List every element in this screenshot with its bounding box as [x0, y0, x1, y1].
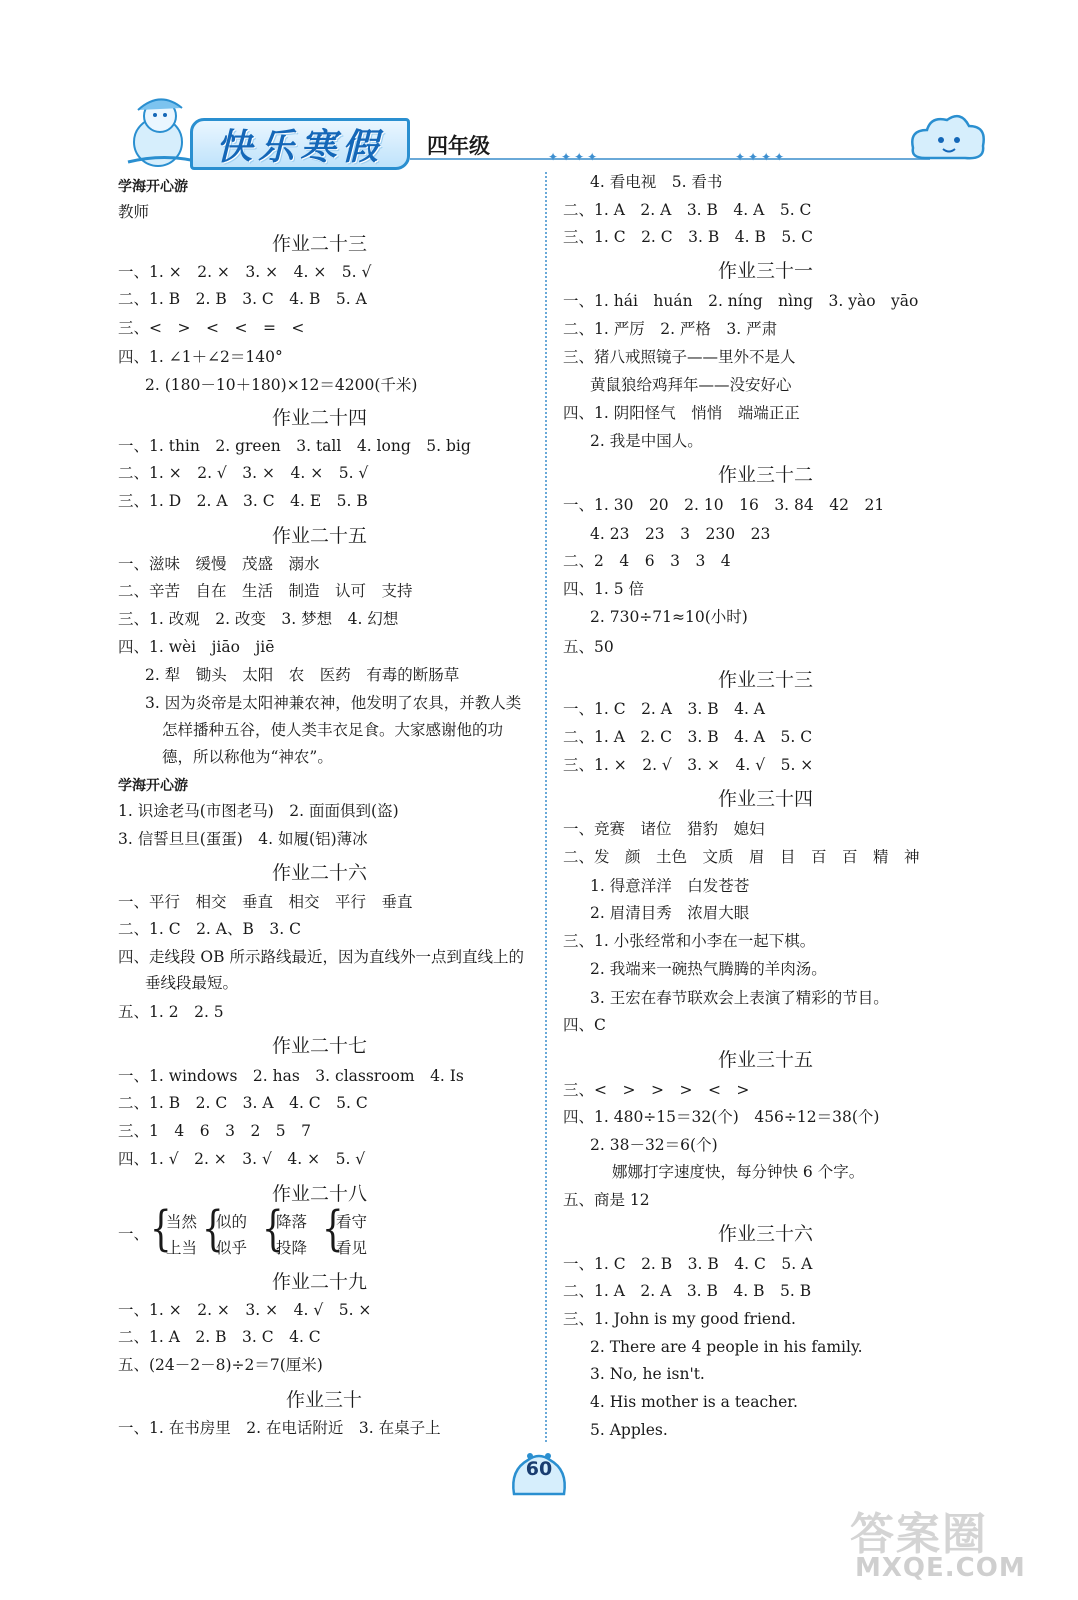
hw29-line: 五、(24－2－8)÷2＝7(厘米) [118, 1356, 323, 1374]
hw36-line: 一、1. C 2. B 3. B 4. C 5. A [563, 1255, 813, 1273]
header-rule [410, 158, 930, 160]
hw34-line: 3. 王宏在春节联欢会上表演了精彩的节目。 [590, 989, 889, 1007]
hw28-prefix: 一、 [118, 1225, 150, 1243]
hw25-line: 一、滋味 缓慢 茂盛 溺水 [118, 555, 320, 573]
hw26-title: 作业二十六 [272, 862, 368, 884]
hw31-line: 2. 我是中国人。 [590, 432, 703, 450]
hw31-line: 一、1. hái huán 2. níng nìng 3. yào yāo [563, 292, 919, 310]
brand-title-box [190, 118, 410, 170]
grade-label: 四年级 [427, 134, 490, 158]
hw25-line: 四、1. wèi jiāo jiē [118, 638, 275, 656]
hw28-title: 作业二十八 [272, 1183, 368, 1205]
brace-icon: { [262, 1201, 284, 1257]
hw34-line: 三、1. 小张经常和小李在一起下棋。 [563, 932, 816, 950]
hw29-title: 作业二十九 [272, 1271, 368, 1293]
hw25-line: 二、辛苦 自在 生活 制造 认可 支持 [118, 582, 413, 600]
hw28-pair-top: 看守 [336, 1213, 368, 1231]
hw25-title: 作业二十五 [272, 525, 368, 547]
hw25-line: 2. 犁 锄头 太阳 农 医药 有毒的断肠草 [145, 666, 460, 684]
hw34-line: 2. 眉清目秀 浓眉大眼 [590, 904, 750, 922]
hw34-line: 2. 我端来一碗热气腾腾的羊肉汤。 [590, 960, 827, 978]
hw31-line: 黄鼠狼给鸡拜年——没安好心 [590, 376, 792, 394]
page-header [0, 0, 1078, 180]
hw23-line: 2. (180－10＋180)×12＝4200(千米) [145, 376, 418, 394]
hw30-line: 一、1. 在书房里 2. 在电话附近 3. 在桌子上 [118, 1419, 441, 1437]
hw36-line: 5. Apples. [590, 1421, 668, 1439]
watermark-url: MXQE.COM [855, 1553, 1026, 1583]
hw31-line: 二、1. 严厉 2. 严格 3. 严肃 [563, 320, 778, 338]
hw32-line: 4. 23 23 3 230 23 [590, 525, 771, 543]
hw24-line: 一、1. thin 2. green 3. tall 4. long 5. big [118, 437, 471, 455]
hw30-cont-line: 三、1. C 2. C 3. B 4. B 5. C [563, 228, 813, 246]
hw28-pair-bottom: 看见 [336, 1239, 368, 1257]
hw31-line: 四、1. 阴阳怪气 悄悄 端端正正 [563, 404, 800, 422]
hw33-line: 三、1. × 2. √ 3. × 4. √ 5. × [563, 756, 814, 774]
hw35-line: 四、1. 480÷15＝32(个) 456÷12＝38(个) [563, 1108, 880, 1126]
hw36-line: 二、1. A 2. A 3. B 4. B 5. B [563, 1282, 812, 1300]
hw26-line: 四、走线段 OB 所示路线最近，因为直线外一点到直线上的 [118, 948, 524, 966]
hw28-pair-top: 似的 [216, 1213, 248, 1231]
hw30-title: 作业三十 [286, 1389, 363, 1411]
hw36-line: 2. There are 4 people in his family. [590, 1338, 863, 1356]
hw25-line: 怎样播种五谷，使人类丰衣足食。大家感谢他的功 [162, 721, 504, 739]
hw28-pair-bottom: 上当 [166, 1239, 198, 1257]
hw26-line: 五、1. 2 2. 5 [118, 1003, 224, 1021]
hw27-line: 四、1. √ 2. × 3. √ 4. × 5. √ [118, 1150, 366, 1168]
hw33-title: 作业三十三 [718, 669, 814, 691]
hw25-line: 3. 因为炎帝是太阳神兼农神，他发明了农具，并教人类 [145, 694, 522, 712]
header-stars-right: ✦✦✦✦ [735, 150, 788, 164]
hw28-pair-bottom: 投降 [276, 1239, 308, 1257]
hw23-line: 四、1. ∠1＋∠2＝140° [118, 348, 283, 366]
hw35-line: 五、商是 12 [563, 1191, 650, 1209]
hw35-line: 2. 38－32＝6(个) [590, 1136, 718, 1154]
hw27-line: 三、1 4 6 3 2 5 7 [118, 1122, 312, 1140]
intro-subtitle: 学海开心游 [118, 179, 188, 195]
hw32-line: 四、1. 5 倍 [563, 580, 645, 598]
hw31-line: 三、猪八戒照镜子——里外不是人 [563, 348, 796, 366]
watermark-logo: 答案圈 [850, 1509, 988, 1560]
hw23-line: 二、1. B 2. B 3. C 4. B 5. A [118, 290, 367, 308]
hw26-line: 二、1. C 2. A、B 3. C [118, 920, 301, 938]
hw35-line: 娜娜打字速度快，每分钟快 6 个字。 [612, 1163, 865, 1181]
hw34-line: 四、C [563, 1016, 606, 1034]
hw23-line: 三、< > < < = < [118, 319, 305, 337]
hw27-line: 一、1. windows 2. has 3. classroom 4. Is [118, 1067, 464, 1085]
hw34-line: 1. 得意洋洋 白发苍苍 [590, 877, 750, 895]
hw24-line: 二、1. × 2. √ 3. × 4. × 5. √ [118, 464, 369, 482]
hw25-line: 三、1. 改观 2. 改变 3. 梦想 4. 幻想 [118, 610, 399, 628]
hw31-title: 作业三十一 [718, 260, 814, 282]
hw33-line: 一、1. C 2. A 3. B 4. A [563, 700, 765, 718]
hw26-line: 垂线段最短。 [145, 974, 239, 992]
hw36-line: 4. His mother is a teacher. [590, 1393, 798, 1411]
hw32-line: 2. 730÷71≈10(小时) [590, 608, 748, 626]
fun-subtitle: 学海开心游 [118, 778, 188, 794]
hw23-line: 一、1. × 2. × 3. × 4. × 5. √ [118, 263, 372, 281]
brace-icon: { [202, 1201, 224, 1257]
page-number: 60 [525, 1458, 553, 1480]
hw27-line: 二、1. B 2. C 3. A 4. C 5. C [118, 1094, 368, 1112]
hw32-line: 五、50 [563, 638, 614, 656]
hw30-cont-line: 二、1. A 2. A 3. B 4. A 5. C [563, 201, 812, 219]
hw28-pair-top: 当然 [166, 1213, 198, 1231]
hw24-title: 作业二十四 [272, 407, 368, 429]
cloud-mascot-icon [905, 108, 990, 168]
hw35-line: 三、< > > > < > [563, 1081, 750, 1099]
hw36-line: 3. No, he isn't. [590, 1365, 705, 1383]
column-divider [545, 172, 547, 1442]
hw33-line: 二、1. A 2. C 3. B 4. A 5. C [563, 728, 813, 746]
hw29-line: 一、1. × 2. × 3. × 4. √ 5. × [118, 1301, 372, 1319]
hw26-line: 一、平行 相交 垂直 相交 平行 垂直 [118, 893, 413, 911]
hw36-title: 作业三十六 [718, 1223, 814, 1245]
hw34-line: 二、发 颜 土色 文质 眉 目 百 百 精 神 [563, 848, 920, 866]
brace-icon: { [150, 1201, 172, 1257]
hw24-line: 三、1. D 2. A 3. C 4. E 5. B [118, 492, 368, 510]
hw29-line: 二、1. A 2. B 3. C 4. C [118, 1328, 321, 1346]
brace-icon: { [322, 1201, 344, 1257]
hw30-cont-line: 4. 看电视 5. 看书 [590, 173, 723, 191]
intro-text: 教师 [118, 203, 150, 221]
hw36-line: 三、1. John is my good friend. [563, 1310, 796, 1328]
hw35-title: 作业三十五 [718, 1049, 814, 1071]
hw32-title: 作业三十二 [718, 464, 814, 486]
hw32-line: 二、2 4 6 3 3 4 [563, 552, 731, 570]
hw28-pair-top: 降落 [276, 1213, 308, 1231]
hw32-line: 一、1. 30 20 2. 10 16 3. 84 42 21 [563, 496, 885, 514]
hw23-title: 作业二十三 [272, 233, 368, 255]
header-stars-left: ✦✦✦✦ [548, 150, 601, 164]
hw34-title: 作业三十四 [718, 788, 814, 810]
fun-line: 3. 信誓旦旦(蛋蛋) 4. 如履(铝)薄冰 [118, 830, 368, 848]
hw28-pair-bottom: 似乎 [216, 1239, 248, 1257]
brand-title: 快乐寒假 [215, 126, 384, 168]
hw34-line: 一、竞赛 诸位 猎豹 媳妇 [563, 820, 765, 838]
hw25-line: 德，所以称他为“神农”。 [162, 748, 333, 766]
hw27-title: 作业二十七 [272, 1035, 368, 1057]
fun-line: 1. 识途老马(市图老马) 2. 面面俱到(盗) [118, 802, 399, 820]
